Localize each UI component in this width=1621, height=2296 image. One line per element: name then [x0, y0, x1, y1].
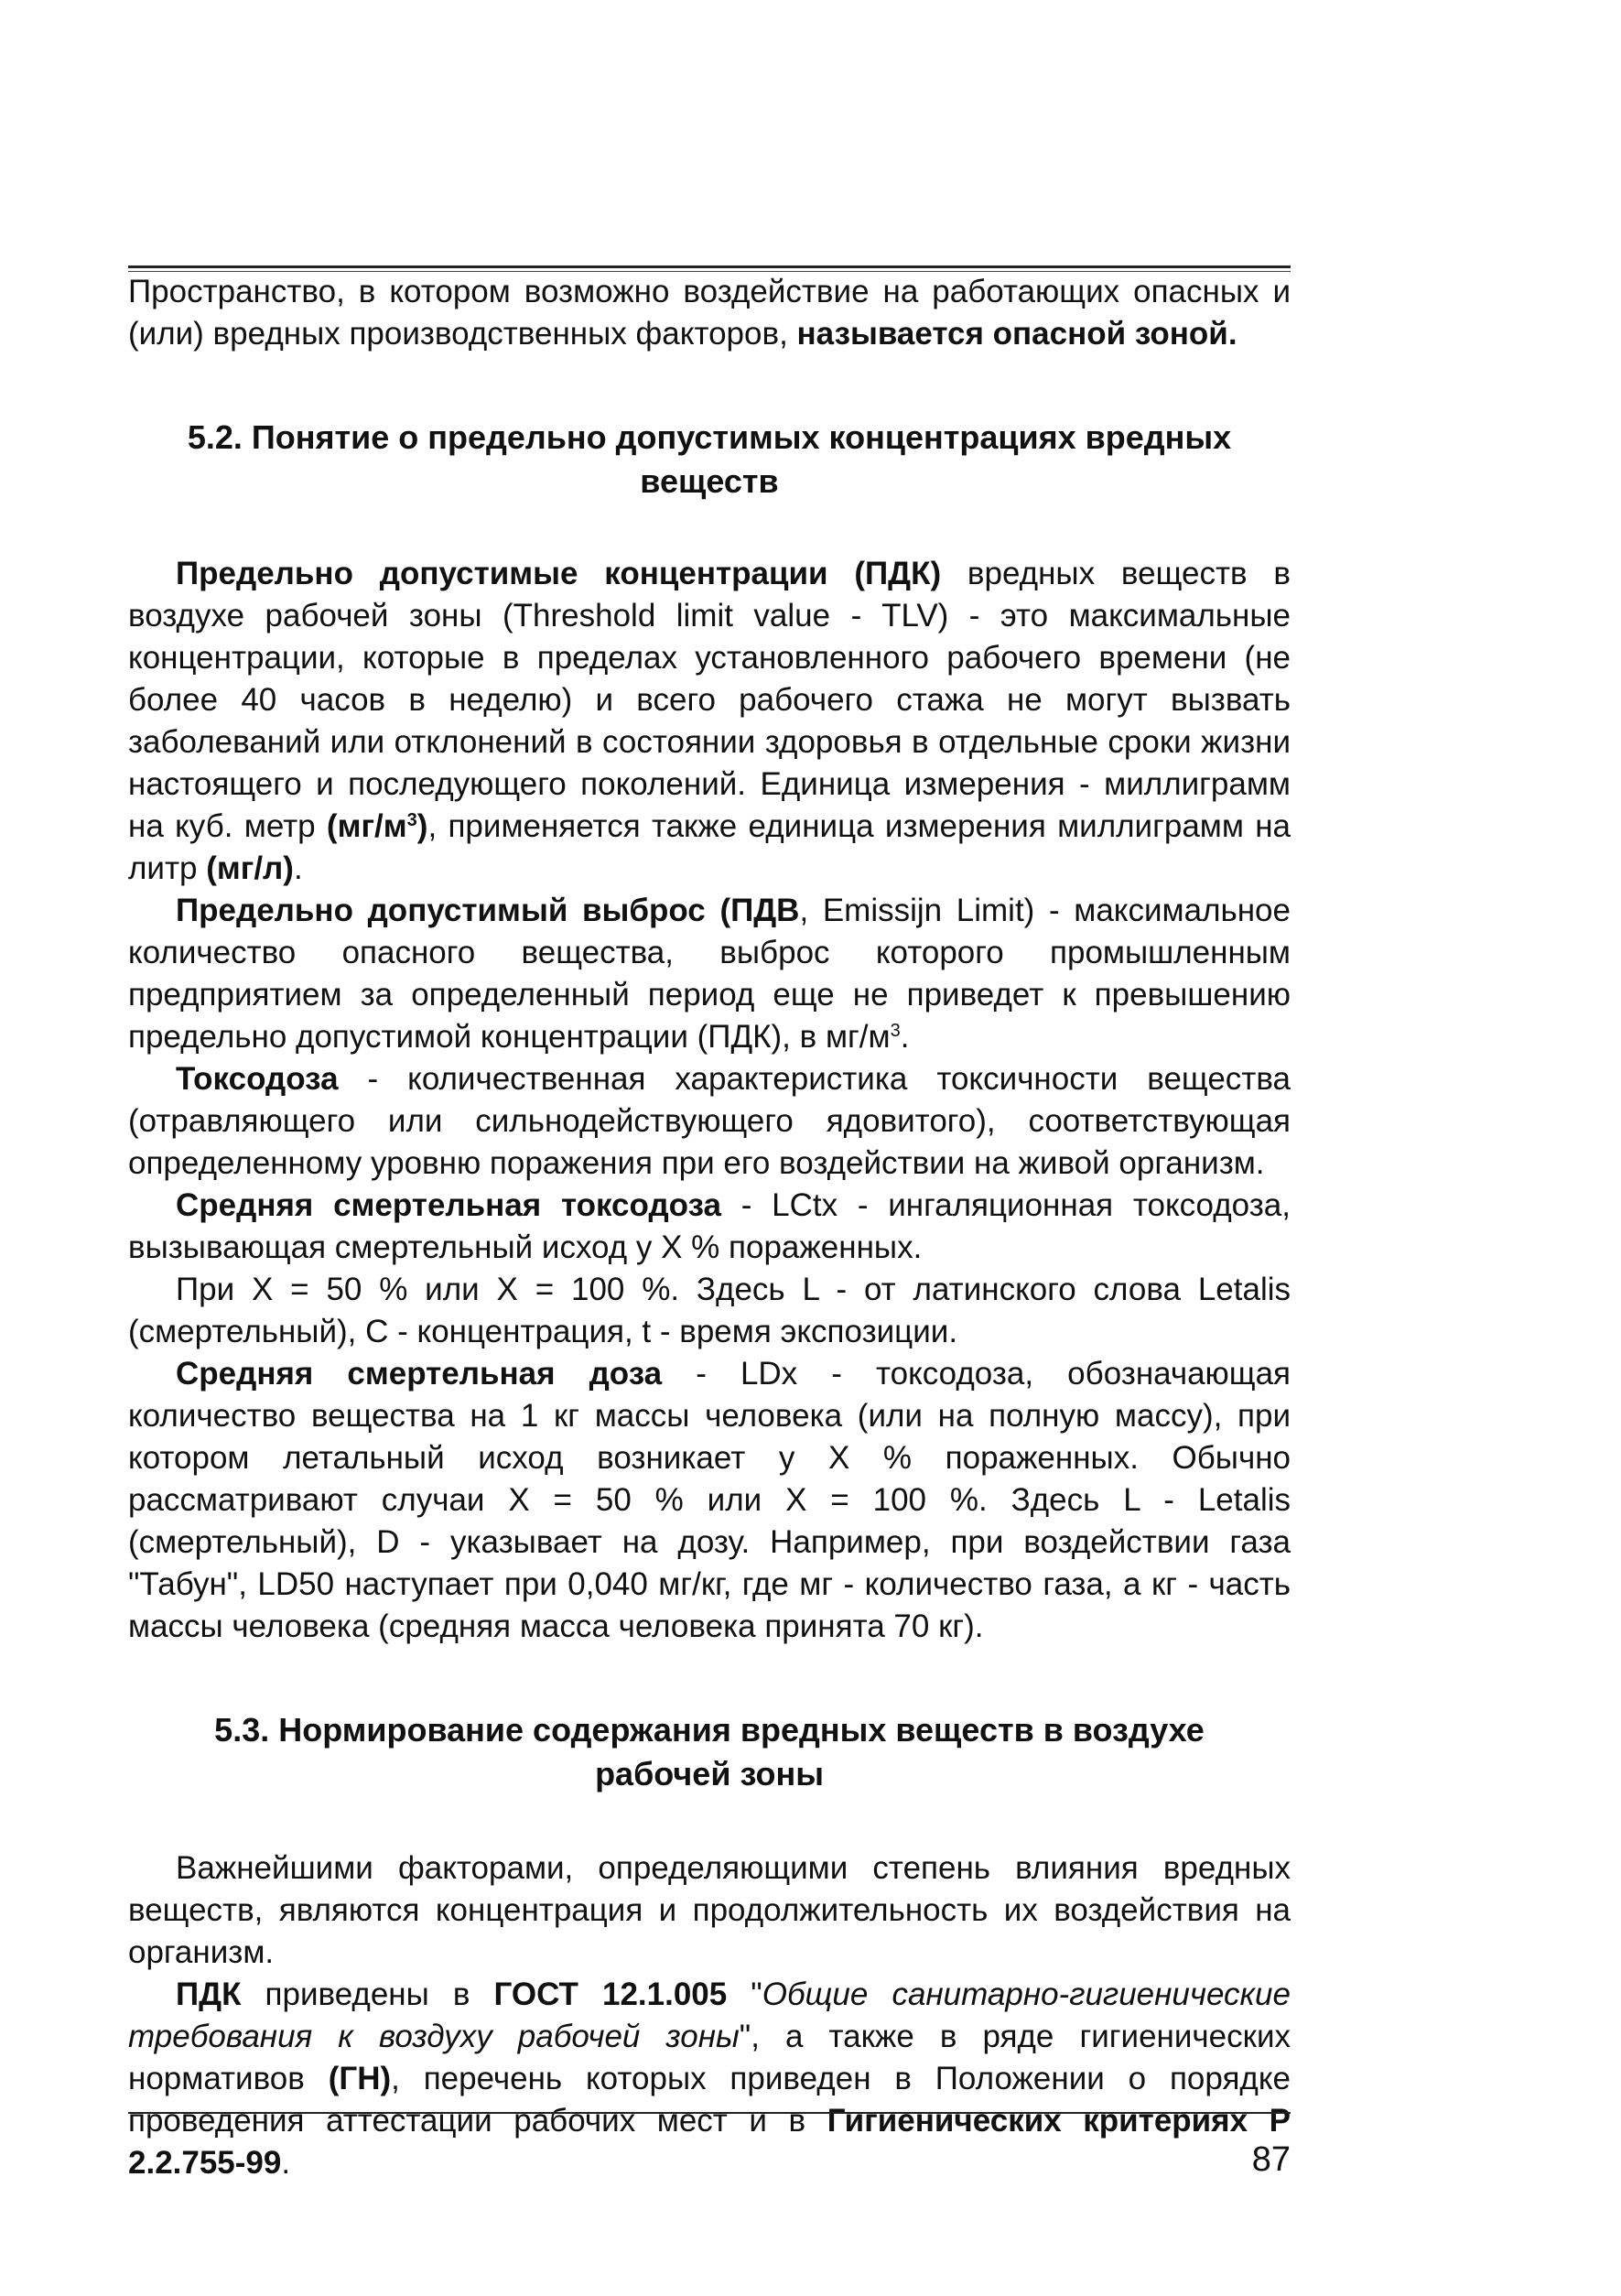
pdv-paragraph: Предельно допустимый выброс (ПДВ, Emissijn Limit) - максимальное количество опасного вещества, выброс которого промышленным предприятием за определенный период еще не приведет к превышению предельно допустимой концентрации (ПДК), в $мг/м^3$.	[128, 893, 1291, 1055]
section-5-3-heading: 5.3. Нормирование содержания вредных веществ в воздухе рабочей зоны	[214, 1711, 1205, 1792]
at-x-paragraph: При X = 50 % или X = 100 %. Здесь L - от латинского слова Letalis (смертельный), С - концентрация, t - время экспозиции.	[128, 1272, 1291, 1349]
lctx-paragraph: Средняя смертельная токсодоза - LCtx - ингаляционная токсодоза, вызывающая смертельный исход у X % пораженных.	[128, 1187, 1291, 1265]
intro-paragraph: Пространство, в котором возможно воздействие на работающих опасных и (или) вредных производственных факторов, называется опасной зоной.	[128, 274, 1291, 352]
ldx-paragraph: Средняя смертельная доза - LDx - токсодоза, обозначающая количество вещества на 1 кг массы человека (или на полную массу), при котором летальный исход возникает у X % пораженных. Обычно рассматривают случаи X = 50 % или X = 100 %. Здесь L - Letalis (смертельный), D - указывает на дозу. Например, при воздействии газа "Табун", LD50 наступает при 0,040 мг/кг, где мг - количество газа, а кг - часть массы человека (средняя масса человека принята 70 кг).	[128, 1356, 1291, 1644]
bottom-rule	[128, 2112, 1291, 2114]
page-number: 87	[1251, 2140, 1291, 2179]
toxodose-paragraph: Токсодоза - количественная характеристика токсичности вещества (отравляющего или сильнодействующего ядовитого), соответствующая определенному уровню поражения при его воздействии на живой организм.	[128, 1061, 1291, 1181]
gost-paragraph: ПДК приведены в ГОСТ 12.1.005 "Общие санитарно-гигиенические требования к воздуху рабочей зоны", а также в ряде гигиенических нормативов (ГН), перечень которых приведен в Положении о порядке проведения аттестации рабочих мест и в Гигиенических критериях Р 2.2.755-99.	[128, 1977, 1291, 2181]
factors-paragraph: Важнейшими факторами, определяющими степень влияния вредных веществ, являются концентрация и продолжительность их воздействия на организм.	[128, 1850, 1291, 1970]
intro-bold: называется опасной зоной.	[796, 316, 1237, 352]
section-5-2-heading: 5.2. Понятие о предельно допустимых концентрациях вредных веществ	[187, 418, 1232, 500]
page-content	[128, 271, 1291, 2184]
pdk-paragraph: Предельно допустимые концентрации (ПДК) вредных веществ в воздухе рабочей зоны (Threshold limit value - TLV) - это максимальные концентрации, которые в пределах установленного рабочего времени (не более 40 часов в неделю) и всего рабочего стажа не могут вызвать заболеваний или отклонений в состоянии здоровья в отдельные сроки жизни настоящего и последующего поколений. Единица измерения - миллиграмм на куб. метр $(мг/м^3)$, применяется также единица измерения миллиграмм на литр (мг/л).	[128, 556, 1291, 886]
